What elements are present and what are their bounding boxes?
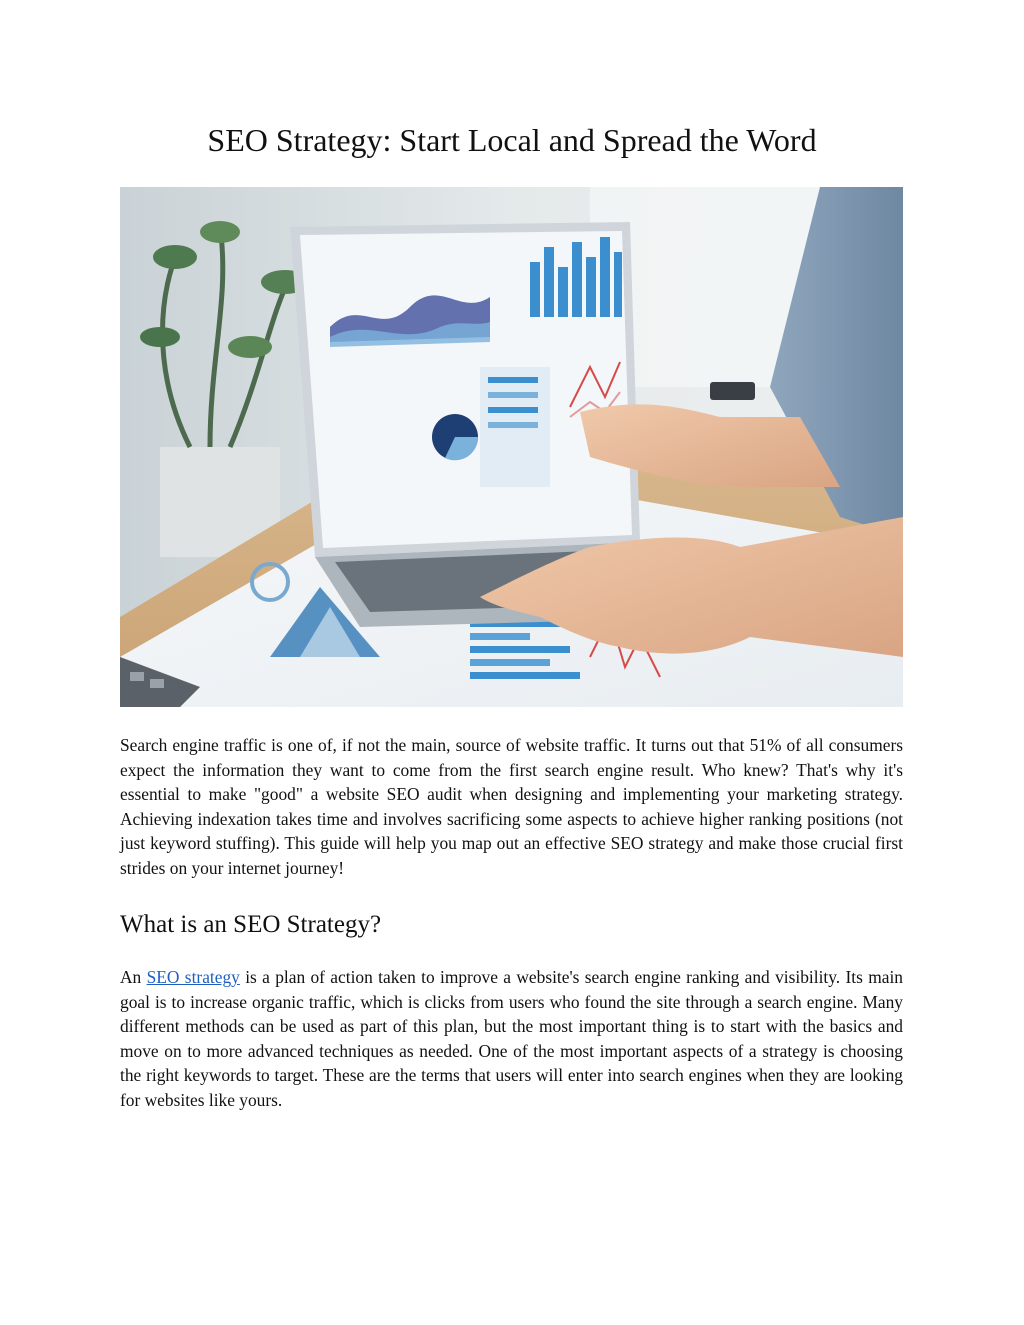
phone bbox=[710, 382, 755, 400]
hero-photo-laptop-analytics bbox=[120, 187, 903, 707]
paragraph-text-after-link: is a plan of action taken to improve a website's search engine ranking and visibility. Its main goal is to increase organic traffic, which is clicks from users who found the site through a search engine. Many different methods can be used as part of this plan, but the most important thing is to start with the basics and move on to more advanced techniques as needed. One of the most important aspects of a strategy is choosing the right keywords to target. These are the terms that users will enter into search engines when they are looking for websites like yours. bbox=[120, 967, 903, 1110]
section-heading: What is an SEO Strategy? bbox=[120, 911, 382, 938]
page-title: SEO Strategy: Start Local and Spread the Word bbox=[207, 122, 817, 158]
section-paragraph bbox=[120, 965, 903, 1113]
paragraph-text-before-link: An bbox=[120, 967, 147, 987]
intro-paragraph: Search engine traffic is one of, if not the main, source of website traffic. It turns out that 51% of all consumers expect the information they want to come from the first search engine result. Who knew? That's why it's essential to make "good" a website SEO audit when designing and implementing your marketing strategy. Achieving indexation takes time and involves sacrificing some aspects to achieve higher ranking positions (not just keyword stuffing). This guide will help you map out an effective SEO strategy and make those crucial first strides on your internet journey! bbox=[120, 735, 903, 878]
seo-strategy-link[interactable]: SEO strategy bbox=[146, 967, 240, 987]
